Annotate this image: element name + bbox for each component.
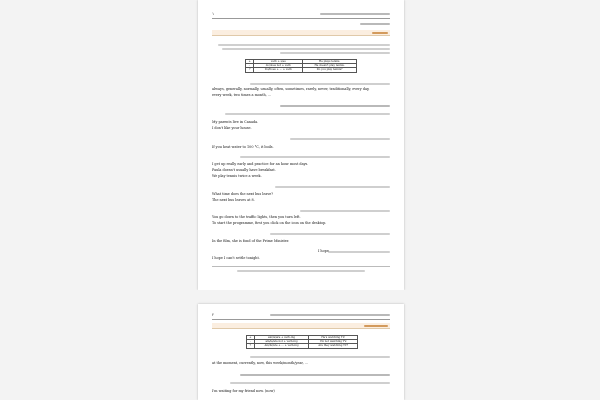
document-page (198, 304, 404, 400)
table-cell: am/is/are not + verb-ing (254, 340, 309, 344)
table-cell: Are they watching TV? (309, 344, 358, 348)
table-cell: + (246, 60, 254, 64)
table-cell: ? (246, 68, 254, 72)
chapter-heading (360, 23, 390, 25)
table-cell: - (247, 340, 255, 344)
table-cell: He's watching TV. (309, 336, 358, 340)
table-cell: Do you play tennis? (303, 68, 357, 72)
paragraph-line (240, 156, 390, 158)
paragraph-line (218, 44, 390, 46)
running-header (270, 314, 390, 316)
table-cell: + (247, 336, 255, 340)
section-heading-simple-present (212, 30, 390, 36)
section-heading-present-continuous (212, 323, 390, 329)
footer-note (237, 270, 365, 272)
example-sentence: I get up really early and practice for an hour most days. (212, 162, 309, 166)
example-sentence: always, generally, normally, usually, often, sometimes, rarely, never, traditionally, every day, (212, 87, 370, 91)
example-sentence: What time does the next bus leave? (212, 192, 274, 196)
structure-table (246, 335, 358, 349)
paragraph-line (230, 382, 390, 384)
table-row (246, 68, 357, 72)
table-cell: I'm not watching TV. (309, 340, 358, 344)
paragraph-line (275, 186, 390, 188)
subheading-line (240, 374, 390, 376)
subheading-line (280, 105, 390, 107)
example-sentence: The next bus leaves at 8. (212, 198, 255, 202)
example-sentence: Paula doesn't usually have breakfast. (212, 168, 276, 172)
example-sentence: If you heat water to 100 °C, it boils. (212, 145, 274, 149)
structure-table (245, 59, 357, 73)
table-cell: Do/Does + ... + verb (254, 68, 303, 72)
page-number: ۱ (212, 11, 215, 16)
paragraph-line (250, 83, 390, 85)
table-cell: He doesn't play tennis. (303, 64, 357, 68)
table-cell: ? (247, 344, 255, 348)
paragraph-line (222, 48, 390, 50)
paragraph-line (280, 52, 390, 54)
paragraph-line (328, 251, 390, 253)
footer-rule (212, 266, 390, 267)
table-cell: am/is/are + verb-ing (254, 336, 309, 340)
table-cell: verb + s/es (254, 60, 303, 64)
table-cell: Am/Is/Are + ... + verb-ing (254, 344, 309, 348)
page-gap (0, 290, 600, 304)
example-sentence: I hope I can't settle tonight. (212, 256, 260, 260)
example-sentence: My parents live in Canada. (212, 120, 259, 124)
paragraph-line (290, 138, 390, 140)
example-sentence: every week, two times a month, ... (212, 93, 272, 97)
example-sentence: To start the programme, first you click on the icon on the desktop. (212, 221, 327, 225)
document-page (198, 0, 404, 290)
example-sentence: at the moment, currently, now, this week/month/year, ... (212, 361, 309, 365)
paragraph-line (250, 356, 390, 358)
table-cell: - (246, 64, 254, 68)
table-cell: He plays tennis. (303, 60, 357, 64)
example-sentence: We play tennis twice a week. (212, 174, 262, 178)
example-sentence: You go down to the traffic lights, then you turn left. (212, 215, 301, 219)
paragraph-line (225, 113, 390, 115)
header-rule (212, 319, 390, 320)
running-header (320, 13, 390, 15)
inline-english-term: I hope (318, 249, 329, 253)
example-sentence: In the film, she is fond of the Prime Minister. (212, 239, 290, 243)
header-rule (212, 18, 390, 19)
table-row (247, 344, 358, 348)
paragraph-line (270, 233, 390, 235)
example-sentence: I'm waiting for my friend now. (now) (212, 389, 275, 393)
paragraph-line (300, 210, 390, 212)
example-sentence: I don't like your house. (212, 126, 252, 130)
table-cell: do/does not + verb (254, 64, 303, 68)
page-number: ۲ (212, 312, 215, 317)
